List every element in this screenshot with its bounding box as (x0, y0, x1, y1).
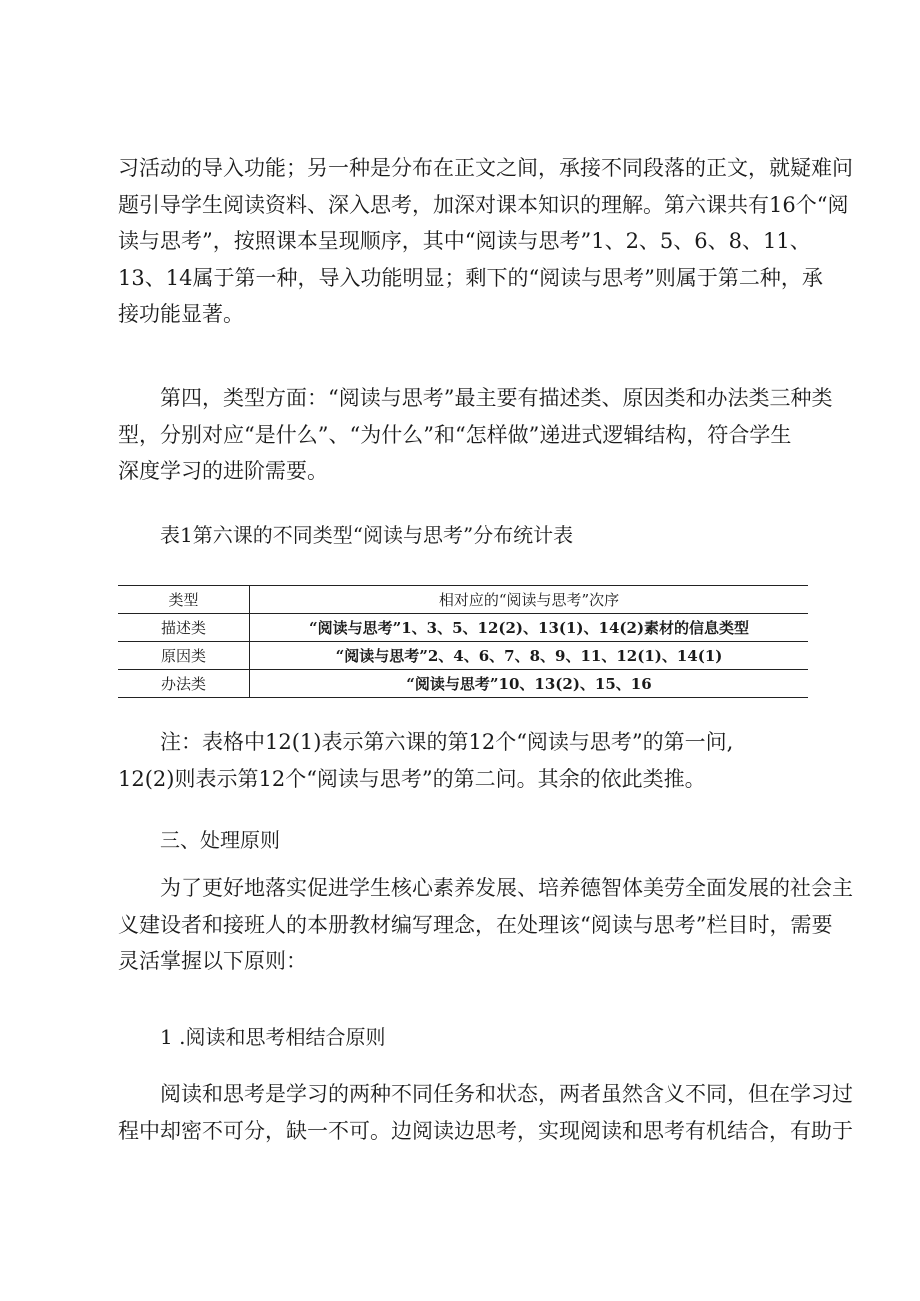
text-line: 第四，类型方面：“阅读与思考”最主要有描述类、原因类和办法类三种类 (160, 386, 833, 410)
text-line: 读与思考”，按照课本呈现顺序，其中“阅读与思考”1、2、5、6、8、11、 (118, 229, 811, 253)
cell-order: “阅读与思考”10、13(2)、15、16 (406, 675, 652, 693)
text-line: 为了更好地落实促进学生核心素养发展、培养德智体美劳全面发展的社会主 (160, 876, 853, 900)
distribution-table (118, 585, 808, 698)
table-note (118, 724, 808, 797)
text-line: 13、14属于第一种，导入功能明显；剩下的“阅读与思考”则属于第二种，承 (118, 265, 823, 290)
text-line: 深度学习的进阶需要。 (118, 459, 328, 483)
cell-order: “阅读与思考”2、4、6、7、8、9、11、12(1)、14(1) (335, 647, 723, 665)
text-line: 阅读和思考是学习的两种不同任务和状态，两者虽然含义不同，但在学习过 (160, 1082, 853, 1106)
paragraph-intro (118, 150, 853, 333)
text-line: 习活动的导入功能；另一种是分布在正文之间，承接不同段落的正文，就疑难问 (118, 156, 853, 180)
text-line: 义建设者和接班人的本册教材编写理念，在处理该“阅读与思考”栏目时，需要 (118, 912, 833, 937)
table-row (118, 670, 808, 698)
subheading: 1 .阅读和思考相结合原则 (160, 1025, 386, 1049)
paragraph-reading (118, 1076, 853, 1149)
text-line: 接功能显著。 (118, 302, 244, 326)
text-line: 注：表格中12(1)表示第六课的第12个“阅读与思考”的第一问, (160, 730, 734, 754)
cell-order: “阅读与思考”1、3、5、12(2)、13(1)、14(2)素材的信息类型 (308, 619, 750, 637)
header-type: 类型 (118, 586, 250, 614)
table-row (118, 642, 808, 670)
paragraph-principles (118, 870, 853, 980)
section-heading: 三、处理原则 (160, 828, 280, 852)
text-line: 型，分别对应“是什么”、“为什么”和“怎样做”递进式逻辑结构，符合学生 (118, 422, 792, 447)
table-header-row (118, 586, 808, 614)
text-line: 灵活掌握以下原则： (118, 949, 307, 973)
table-row (118, 614, 808, 642)
text-line: 程中却密不可分，缺一不可。边阅读边思考，实现阅读和思考有机结合，有助于 (118, 1118, 853, 1143)
text-line: 12(2)则表示第12个“阅读与思考”的第二问。其余的依此类推。 (118, 766, 706, 791)
cell-type: 描述类 (118, 614, 250, 642)
paragraph-types (118, 380, 833, 490)
text-line: 题引导学生阅读资料、深入思考，加深对课本知识的理解。第六课共有16个“阅 (118, 192, 849, 217)
table-caption: 表1第六课的不同类型“阅读与思考”分布统计表 (160, 523, 574, 547)
header-order: 相对应的“阅读与思考”次序 (438, 591, 620, 609)
cell-type: 原因类 (118, 642, 250, 670)
cell-type: 办法类 (118, 670, 250, 698)
